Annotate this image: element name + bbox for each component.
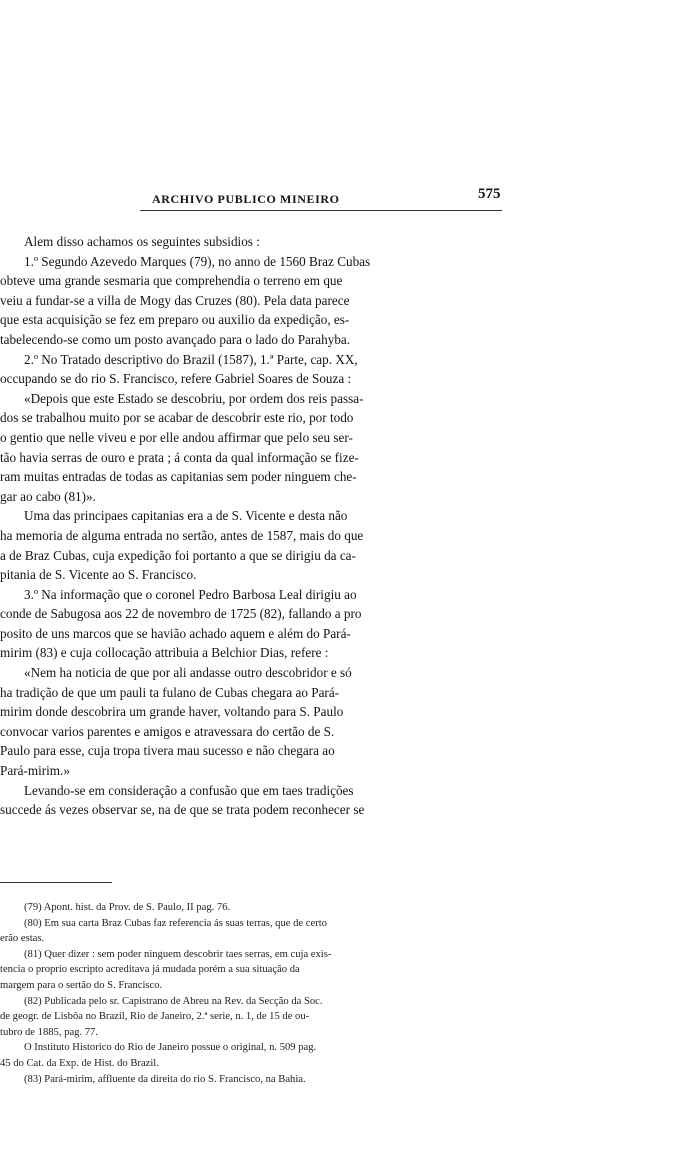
footnote-line: (81) Quer dizer : sem poder ninguem descobrir taes serras, em cuja exis- — [24, 948, 332, 960]
body-line: convocar varios parentes e amigos e atravessara do certão de S. — [0, 723, 335, 739]
body-line: 2.º No Tratado descriptivo do Brazil (1587), 1.ª Parte, cap. XX, — [24, 351, 358, 367]
body-line: tabelecendo-se como um posto avançado para o lado do Parahyba. — [0, 331, 351, 347]
body-line: que esta acquisição se fez em preparo ou auxilio da expedição, es- — [0, 312, 350, 328]
body-line: ha memoria de alguma entrada no sertão, antes de 1587, mais do que — [0, 527, 364, 543]
body-line: obteve uma grande sesmaria que comprehendia o terreno em que — [0, 273, 343, 289]
footnote-line: tubro de 1885, pag. 77. — [0, 1026, 98, 1038]
body-line: mirim (83) e cuja collocação attribuia a Belchior Dias, refere : — [0, 645, 329, 661]
body-line: succede ás vezes observar se, na de que se trata podem reconhecer se — [0, 802, 365, 818]
body-line: veiu a fundar-se a villa de Mogy das Cruzes (80). Pela data parece — [0, 292, 350, 308]
body-line: «Nem ha noticia de que por ali andasse outro descobridor e só — [24, 665, 352, 681]
body-line: o gentio que nelle viveu e por elle andou affirmar que pelo seu ser- — [0, 429, 353, 445]
body-line: Alem disso achamos os seguintes subsidios : — [24, 234, 260, 249]
body-line: occupando se do rio S. Francisco, refere Gabriel Soares de Souza : — [0, 371, 352, 387]
body-line: pitania de S. Vicente ao S. Francisco. — [0, 567, 197, 583]
body-line: Pará-mirim.» — [0, 763, 70, 779]
footnote-line: 45 do Cat. da Exp. de Hist. do Brazil. — [0, 1057, 159, 1069]
body-line: tão havia serras de ouro e prata ; á conta da qual informação se fize- — [0, 449, 359, 465]
body-line: «Depois que este Estado se descobriu, por ordem dos reis passa- — [24, 390, 364, 406]
body-line: 1.º Segundo Azevedo Marques (79), no anno de 1560 Braz Cubas — [24, 253, 371, 269]
page-header — [0, 186, 689, 208]
body-line: gar ao cabo (81)». — [0, 488, 96, 504]
body-text — [0, 232, 505, 820]
footnote-line: (83) Pará-mirim, affluente da direita do rio S. Francisco, na Bahia. — [24, 1073, 306, 1085]
body-line: ram muitas entradas de todas as capitanias sem poder ninguem che- — [0, 469, 357, 485]
footnote-line: (79) Apont. hist. da Prov. de S. Paulo, II pag. 76. — [24, 902, 231, 913]
footnotes — [0, 900, 500, 1087]
header-rule — [140, 210, 502, 211]
footnote-rule — [0, 882, 112, 883]
body-line: a de Braz Cubas, cuja expedição foi portanto a que se dirigiu da ca- — [0, 547, 356, 563]
body-line: dos se trabalhou muito por se acabar de descobrir este rio, por todo — [0, 410, 354, 426]
body-line: posito de uns marcos que se havião achado aquem e além do Pará- — [0, 625, 351, 641]
footnote-line: tencia o proprio escripto acreditava já mudada porém a sua situação da — [0, 964, 300, 976]
body-line: conde de Sabugosa aos 22 de novembro de 1725 (82), fallando a pro — [0, 606, 362, 622]
footnote-line: O Instituto Historico do Rio de Janeiro possue o original, n. 509 pag. — [24, 1042, 317, 1054]
footnote-line: erão estas. — [0, 933, 45, 945]
body-line: Paulo para esse, cuja tropa tivera mau sucesso e não chegara ao — [0, 743, 335, 759]
body-line: 3.º Na informação que o coronel Pedro Barbosa Leal dirigiu ao — [24, 586, 357, 602]
body-line: Levando-se em consideração a confusão que em taes tradições — [24, 782, 354, 798]
body-line: Uma das principaes capitanias era a de S. Vicente e desta não — [24, 508, 348, 524]
footnote-line: margem para o sertão do S. Francisco. — [0, 979, 163, 991]
page-number: 575 — [478, 186, 501, 202]
footnote-line: (82) Publicada pelo sr. Capistrano de Abreu na Rev. da Secção da Soc. — [24, 995, 323, 1007]
body-line: ha tradição de que um pauli ta fulano de Cubas chegara ao Pará- — [0, 684, 340, 700]
footnote-line: (80) Em sua carta Braz Cubas faz referencia ás suas terras, que de certo — [24, 917, 327, 929]
footnote-line: de geogr. de Lisbôa no Brazil, Rio de Janeiro, 2.ª serie, n. 1, de 15 de ou- — [0, 1011, 310, 1023]
running-title: ARCHIVO PUBLICO MINEIRO — [152, 192, 340, 206]
body-line: mirim donde descobrira um grande haver, voltando para S. Paulo — [0, 704, 344, 720]
